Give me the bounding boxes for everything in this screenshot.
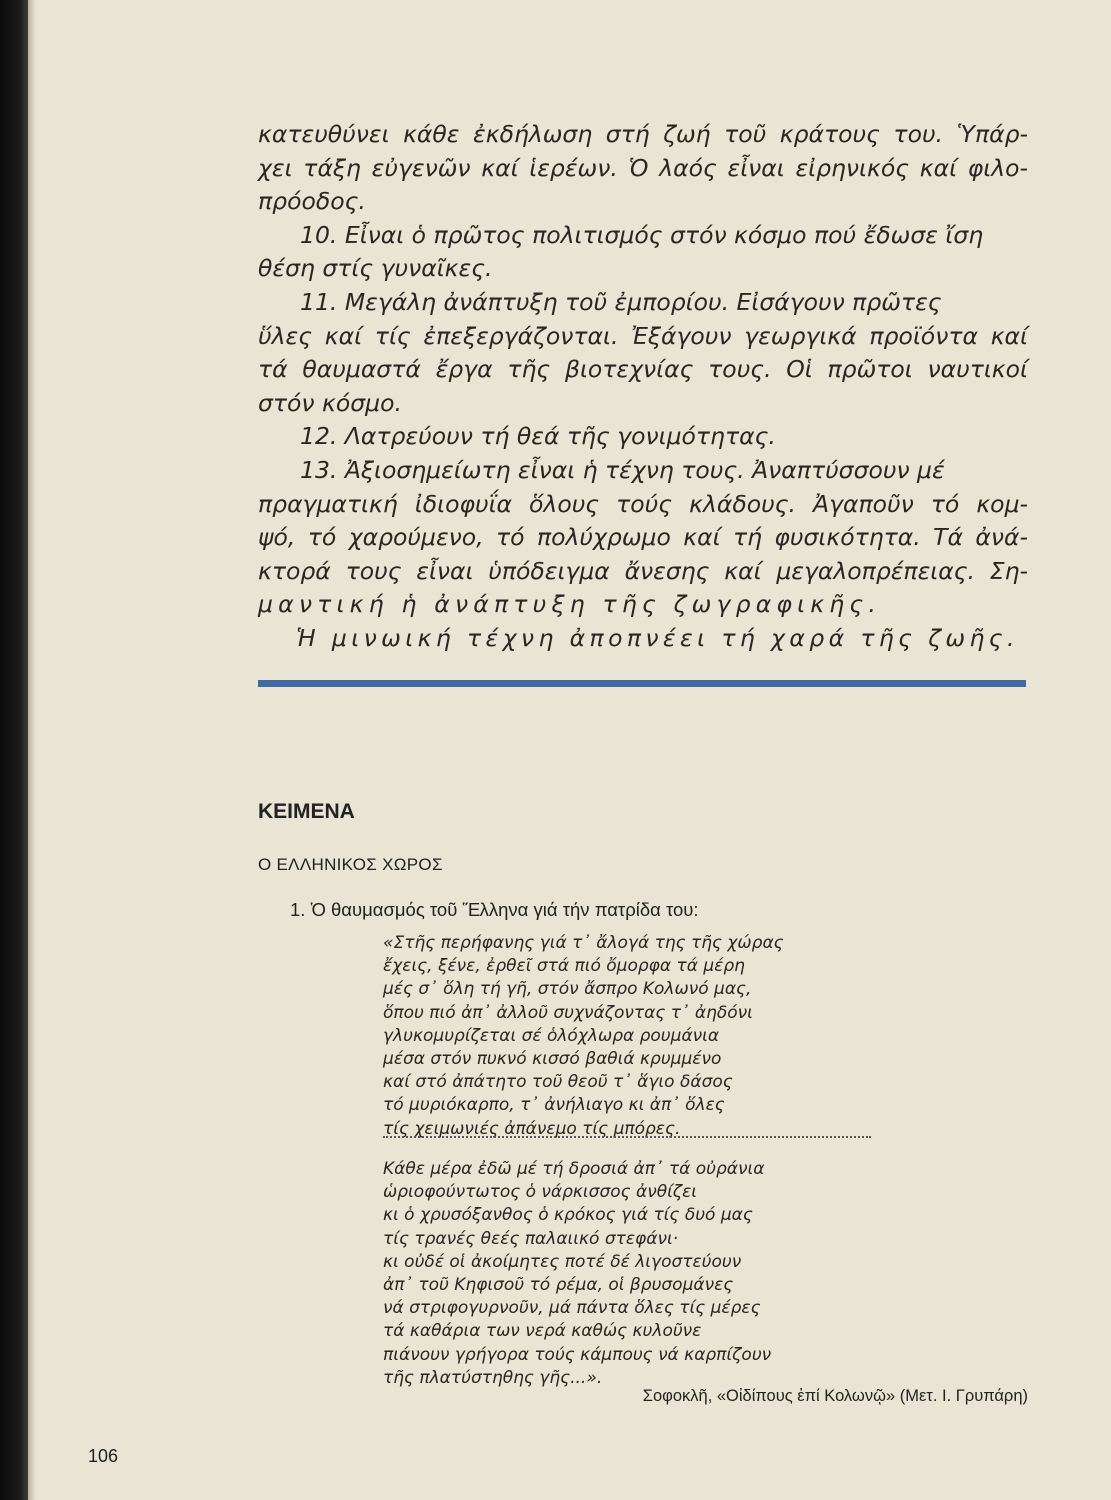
poem-line: κι οὐδέ οἱ ἀκοίμητες ποτέ δέ λιγοστεύουν: [383, 1251, 742, 1272]
poem-stanza-1: [383, 932, 784, 1141]
poem-line: ὡριοφούντωτος ὁ νάρκισσος ἀνθίζει: [383, 1182, 698, 1203]
poem-line: ἔχεις, ξένε, ἐρθεῖ στά πιό ὄμορφα τά μέρη: [383, 956, 745, 977]
poem-line: κι ὁ χρυσόξανθος ὁ κρόκος γιά τίς δυό μας: [383, 1205, 753, 1226]
subsection-title: Ο ΕΛΛΗΝΙΚΟΣ ΧΩΡΟΣ: [258, 855, 443, 874]
book-spine-shadow: [0, 0, 28, 1500]
poem-line: «Στῆς περήφανης γιά τ᾽ ἄλογά της τῆς χώρας: [383, 933, 784, 953]
poem-line: ὅπου πιό ἀπ᾽ ἀλλοῦ συχνάζοντας τ᾽ ἀηδόνι: [383, 1002, 753, 1023]
poem-line: μές σ᾽ ὅλη τή γῆ, στόν ἄσπρο Κολωνό μας,: [383, 979, 752, 1000]
poem-line: ἀπ᾽ τοῦ Κηφισοῦ τό ρέμα, οἱ βρυσομάνες: [383, 1275, 734, 1296]
poem-line: τίς χειμωνιές ἀπάνεμο τίς μπόρες.: [383, 1118, 681, 1139]
text-line: τά θαυμαστά ἔργα τῆς βιοτεχνίας τους. Οἱ πρῶτοι ναυτικοί: [258, 355, 1028, 384]
poem-attribution: Σοφοκλῆ, «Οἰδίπους ἐπί Κολωνῷ» (Μετ. Ι. Γρυπάρη): [642, 1387, 1028, 1405]
page-edge-shade: [28, 0, 36, 1500]
page-number: 106: [88, 1446, 119, 1466]
text-line: ψό, τό χαρούμενο, τό πολύχρωμο καί τή φυσικότητα. Τά ἀνά-: [258, 523, 1028, 552]
item-heading: 1. Ὁ θαυμασμός τοῦ Ἕλληνα γιά τήν πατρίδα του:: [290, 899, 699, 920]
poem-line: τίς τρανές θεές παλαιικό στεφάνι·: [383, 1228, 679, 1249]
text-line: 10. Εἶναι ὁ πρῶτος πολιτισμός στόν κόσμο πού ἔδωσε ἴση: [300, 220, 984, 249]
poem-stanza-2: [383, 1158, 771, 1390]
text-line: 11. Μεγάλη ἀνάπτυξη τοῦ ἐμπορίου. Εἰσάγουν πρῶτες: [300, 287, 942, 316]
text-line: 12. Λατρεύουν τή θεά τῆς γονιμότητας.: [300, 422, 776, 451]
poem-line: γλυκομυρίζεται σέ ὁλόχλωρα ρουμάνια: [383, 1025, 720, 1046]
text-line: κτορά τους εἶναι ὑπόδειγμα ἄνεσης καί μεγαλοπρέπειας. Ση-: [258, 556, 1028, 585]
top-text-block: [258, 118, 1028, 656]
poem-line: τά καθάρια των νερά καθώς κυλοῦνε: [383, 1321, 702, 1342]
omission-dotted-line: [383, 1136, 871, 1138]
poem-line: μέσα στόν πυκνό κισσό βαθιά κρυμμένο: [383, 1049, 722, 1070]
section-title: ΚΕΙΜΕΝΑ: [258, 800, 355, 823]
text-line: πραγματική ἰδιοφυΐα ὅλους τούς κλάδους. Ἀγαποῦν τό κομ-: [258, 489, 1028, 518]
poem-line: καί στό ἀπάτητο τοῦ θεοῦ τ᾽ ἅγιο δάσος: [383, 1072, 733, 1093]
poem-line: Κάθε μέρα ἐδῶ μέ τή δροσιά ἀπ᾽ τά οὐράνια: [383, 1159, 765, 1179]
text-line: πρόοδος.: [258, 187, 366, 216]
text-line: χει τάξη εὐγενῶν καί ἱερέων. Ὁ λαός εἶναι εἰρηνικός καί φιλο-: [258, 153, 1028, 182]
section-divider: [258, 680, 1026, 687]
poem-line: τό μυριόκαρπο, τ᾽ ἀνήλιαγο κι ἀπ᾽ ὅλες: [383, 1095, 725, 1116]
text-line: Ἡ μινωική τέχνη ἀποπνέει τή χαρά τῆς ζωῆς.: [296, 623, 1019, 652]
text-line: θέση στίς γυναῖκες.: [258, 254, 493, 283]
text-line: στόν κόσμο.: [258, 388, 402, 417]
poem-line: νά στριφογυρνοῦν, μά πάντα ὅλες τίς μέρες: [383, 1298, 761, 1319]
poem-line: τῆς πλατύστηθης γῆς...».: [383, 1367, 603, 1388]
text-line: ὕλες καί τίς ἐπεξεργάζονται. Ἐξάγουν γεωργικά προϊόντα καί: [258, 321, 1028, 350]
text-line: κατευθύνει κάθε ἐκδήλωση στή ζωή τοῦ κράτους του. Ὑπάρ-: [258, 120, 1028, 148]
text-line: 13. Ἀξιοσημείωτη εἶναι ἡ τέχνη τους. Ἀναπτύσσουν μέ: [300, 455, 945, 484]
poem-line: πιάνουν γρήγορα τούς κάμπους νά καρπίζουν: [383, 1344, 772, 1365]
text-line: μαντική ἡ ἀνάπτυξη τῆς ζωγραφικῆς.: [258, 590, 882, 619]
